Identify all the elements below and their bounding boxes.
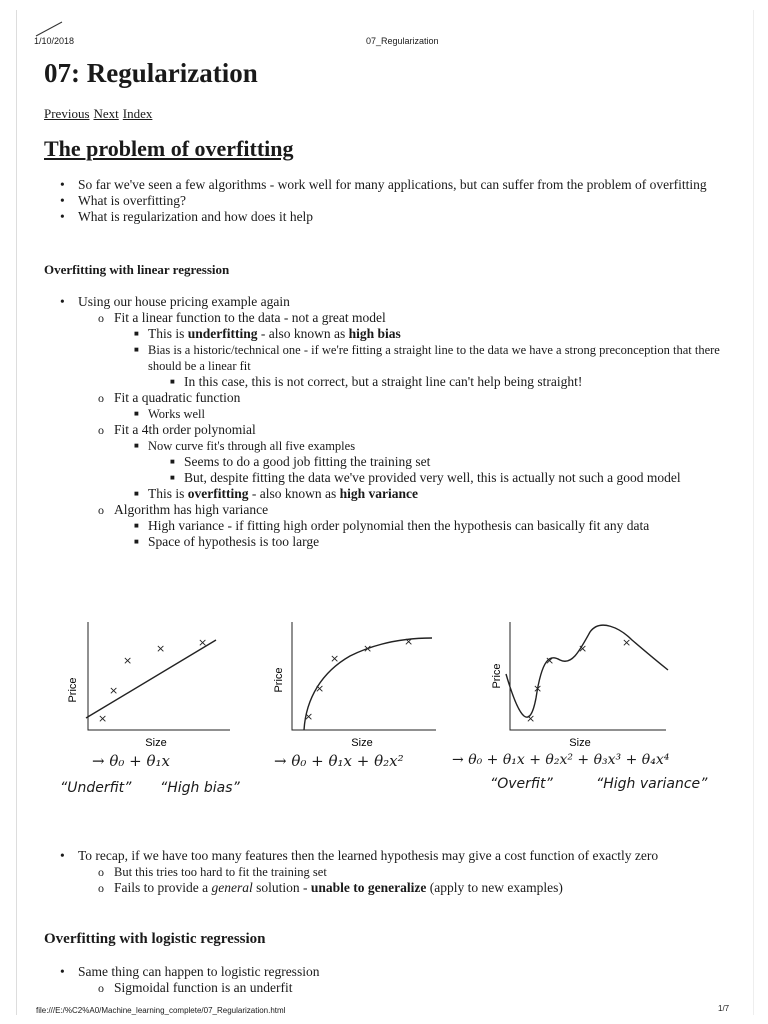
section-heading-overfitting: The problem of overfitting xyxy=(44,136,294,161)
x-axis-label: Size xyxy=(569,737,591,749)
point-marker: × xyxy=(545,654,555,667)
list-item: ■ This is underfitting - also known as high bias xyxy=(44,326,724,342)
list-item: • Same thing can happen to logistic regression xyxy=(44,964,724,980)
list-item: ■ Works well xyxy=(44,406,724,422)
point-marker: × xyxy=(533,682,543,695)
footer-file-path: file:///E:/%C2%A0/Machine_learning_complete/07_Regularization.html xyxy=(36,1006,286,1015)
print-date: 1/10/2018 xyxy=(34,36,75,46)
list-item: ■ Bias is a historic/technical one - if we're fitting a straight line to the data we have a strong preconception that there should be a linear fit xyxy=(44,342,724,374)
handwritten-note: “Overfit” xyxy=(490,776,553,792)
list-item: o Fit a quadratic function xyxy=(44,390,724,406)
fit-comparison-figures xyxy=(60,618,740,798)
data-points xyxy=(304,635,413,723)
list-item: o Fit a linear function to the data - not a great model xyxy=(44,310,724,326)
list-item: ■ This is overfitting - also known as high variance xyxy=(44,486,724,502)
footer-page-number: 1/7 xyxy=(718,1004,730,1013)
point-marker: × xyxy=(330,652,340,665)
previous-link[interactable]: Previous xyxy=(44,106,90,121)
handwritten-note: “High bias” xyxy=(160,780,240,796)
point-marker: × xyxy=(578,642,588,655)
point-marker: × xyxy=(98,712,108,725)
point-marker: × xyxy=(198,636,208,649)
subheading-linear: Overfitting with linear regression xyxy=(44,262,230,277)
print-page-title: 07_Regularization xyxy=(366,36,439,46)
subheading-logistic: Overfitting with logistic regression xyxy=(44,931,266,947)
x-axis-label: Size xyxy=(351,737,373,749)
index-link[interactable]: Index xyxy=(122,106,153,121)
handwritten-note: “High variance” xyxy=(596,776,708,792)
intro-list xyxy=(44,177,724,225)
x-axis-label: Size xyxy=(145,737,167,749)
recap-list xyxy=(44,848,724,896)
data-points xyxy=(526,636,631,725)
y-axis-label: Price xyxy=(67,677,79,703)
next-link[interactable]: Next xyxy=(93,106,119,121)
list-item: • To recap, if we have too many features then the learned hypothesis may give a cost function of exactly zero xyxy=(44,848,724,864)
list-item: o Fit a 4th order polynomial xyxy=(44,422,724,438)
list-item: ■ In this case, this is not correct, but a straight line can't help being straight! xyxy=(44,374,724,390)
point-marker: × xyxy=(109,684,119,697)
logistic-list xyxy=(44,964,724,996)
point-marker: × xyxy=(304,710,314,723)
figure-overfit xyxy=(491,622,668,749)
list-item: ■ Now curve fit's through all five examples xyxy=(44,438,724,454)
list-item: o Algorithm has high variance xyxy=(44,502,724,518)
nav-links xyxy=(44,106,156,122)
point-marker: × xyxy=(622,636,632,649)
axes xyxy=(88,622,230,730)
handwritten-note: “Underfit” xyxy=(60,780,132,796)
list-item: o But this tries too hard to fit the training set xyxy=(44,864,724,880)
point-marker: × xyxy=(363,642,373,655)
list-item: • What is overfitting? xyxy=(44,193,724,209)
data-points xyxy=(98,636,207,725)
point-marker: × xyxy=(156,642,166,655)
list-item: ■ But, despite fitting the data we've provided very well, this is actually not such a good model xyxy=(44,470,724,486)
y-axis-label: Price xyxy=(273,667,285,693)
list-item: o Sigmoidal function is an underfit xyxy=(44,980,724,996)
formula-overfit: → θ₀ + θ₁x + θ₂x² + θ₃x³ + θ₄x⁴ xyxy=(452,752,670,768)
list-item: o Fails to provide a general solution - unable to generalize (apply to new examples) xyxy=(44,880,724,896)
list-item: • Using our house pricing example again xyxy=(44,294,724,310)
point-marker: × xyxy=(123,654,133,667)
linear-list xyxy=(44,294,724,550)
point-marker: × xyxy=(404,635,414,648)
list-item: ■ Seems to do a good job fitting the training set xyxy=(44,454,724,470)
page-title: 07: Regularization xyxy=(44,58,258,88)
formula-just-right: → θ₀ + θ₁x + θ₂x² xyxy=(274,752,404,770)
list-item: • So far we've seen a few algorithms - work well for many applications, but can suffer from the problem of overfitting xyxy=(44,177,724,193)
y-axis-label: Price xyxy=(491,663,503,689)
linear-fit-line xyxy=(86,640,216,718)
list-item: ■ Space of hypothesis is too large xyxy=(44,534,724,550)
point-marker: × xyxy=(315,682,325,695)
figure-underfit xyxy=(67,622,230,749)
polynomial-fit-curve xyxy=(506,625,668,717)
point-marker: × xyxy=(526,712,536,725)
list-item: ■ High variance - if fitting high order polynomial then the hypothesis can basically fit any data xyxy=(44,518,724,534)
figure-just-right xyxy=(273,622,436,749)
formula-underfit: → θ₀ + θ₁x xyxy=(92,752,171,770)
list-item: • What is regularization and how does it help xyxy=(44,209,724,225)
